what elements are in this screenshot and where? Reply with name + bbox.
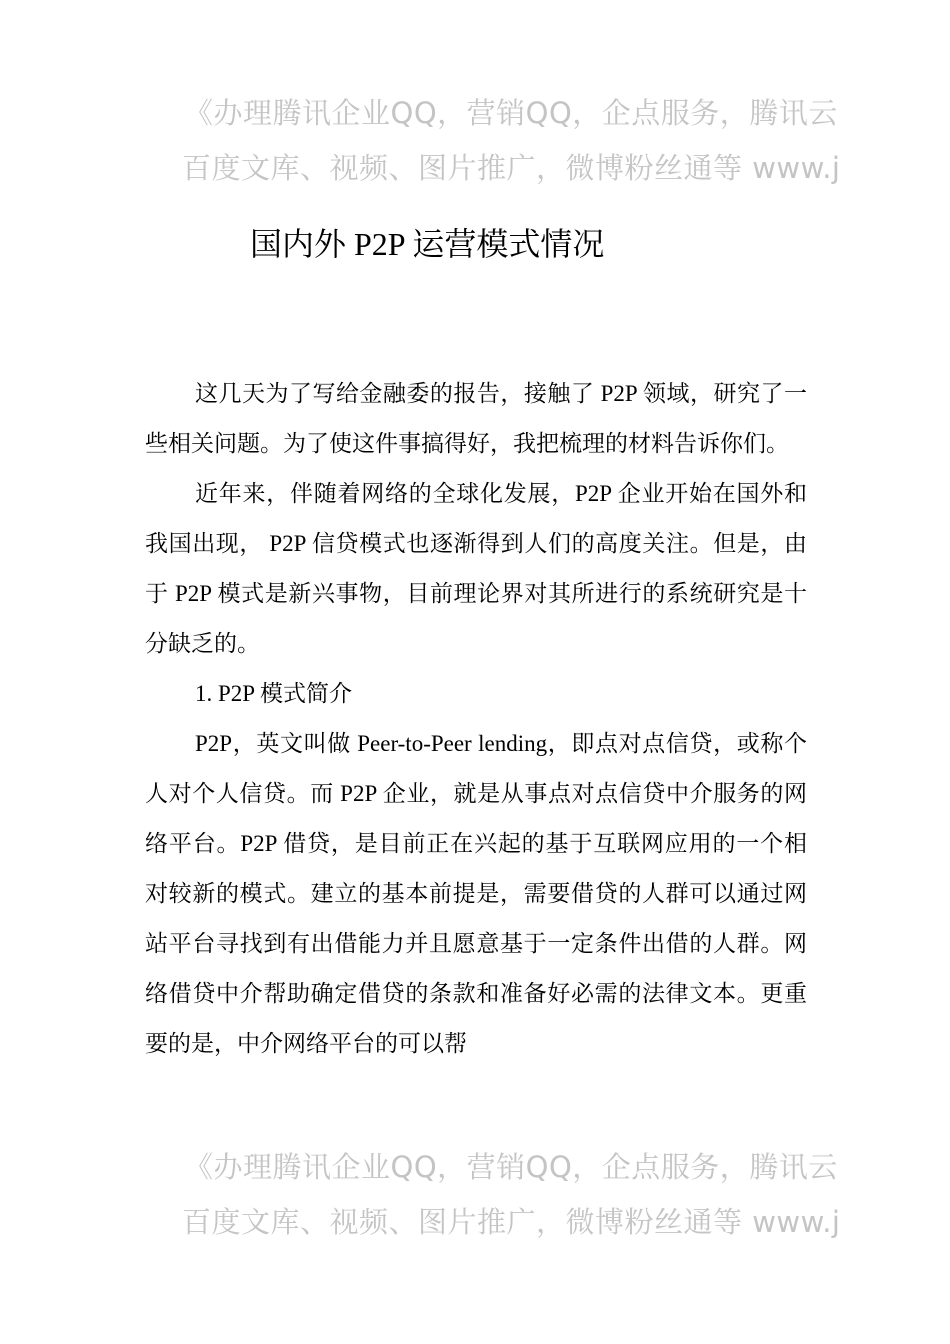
paragraph: 这几天为了写给金融委的报告，接触了 P2P 领域，研究了一些相关问题。为了使这件事搞得好，我把梳理的材料告诉你们。 bbox=[145, 381, 807, 456]
watermark-banner-top bbox=[182, 86, 950, 196]
document-title: 国内外 P2P 运营模式情况 bbox=[250, 226, 605, 262]
watermark-banner-bottom bbox=[182, 1140, 950, 1250]
paragraph: P2P，英文叫做 Peer-to-Peer lending，即点对点信贷，或称个人对个人信贷。而 P2P 企业，就是从事点对点信贷中介服务的网络平台。P2P 借贷，是目前正在兴起的基于互联网应用的一个相对较新的模式。建立的基本前提是，需要借贷的人群可以通过网站平台寻找到有出借能力并且愿意基于一定条件出借的人群。网络借贷中介帮助确定借贷的条款和准备好必需的法律文本。更重要的是，中介网络平台的可以帮 bbox=[145, 731, 807, 1056]
section-heading: 1. P2P 模式简介 bbox=[195, 681, 352, 706]
watermark-line: 百度文库、视频、图片推广，微博粉丝通等 www.j bbox=[182, 1205, 841, 1239]
document-body bbox=[145, 369, 807, 1069]
watermark-line: 百度文库、视频、图片推广，微博粉丝通等 www.j bbox=[182, 151, 841, 185]
watermark-line: 《办理腾讯企业QQ，营销QQ，企点服务，腾讯云 bbox=[184, 96, 838, 130]
paragraph: 近年来，伴随着网络的全球化发展，P2P 企业开始在国外和我国出现， P2P 信贷模式也逐渐得到人们的高度关注。但是，由于 P2P 模式是新兴事物，目前理论界对其所进行的系统研究是十分缺乏的。 bbox=[145, 481, 807, 656]
watermark-line: 《办理腾讯企业QQ，营销QQ，企点服务，腾讯云 bbox=[184, 1150, 838, 1184]
